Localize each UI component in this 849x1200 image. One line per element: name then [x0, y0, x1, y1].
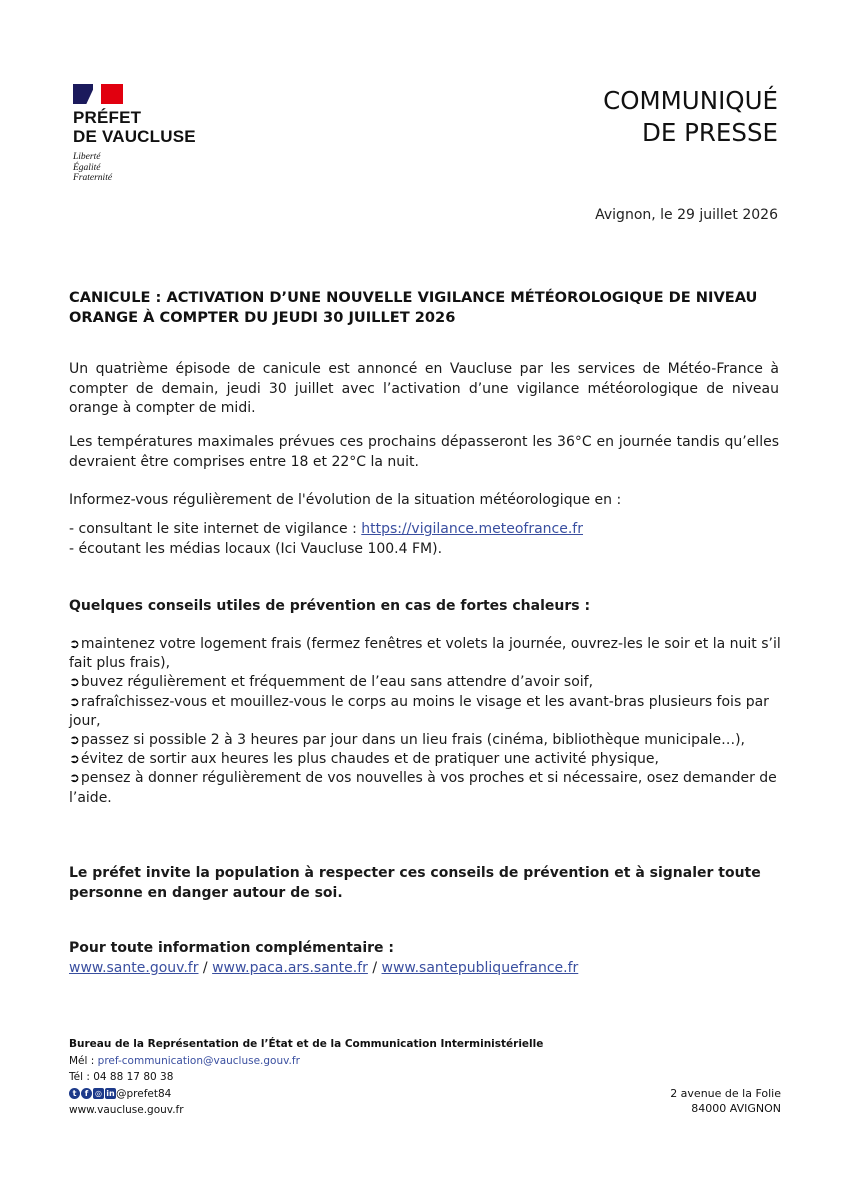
mail-line: Mél : pref-communication@vaucluse.gouv.fr [69, 1054, 300, 1067]
arrow-bullet-icon: ➲ [69, 771, 80, 787]
website-line[interactable]: www.vaucluse.gouv.fr [69, 1104, 184, 1116]
postal-address: 2 avenue de la Folie 84000 AVIGNON [670, 1087, 781, 1115]
list-item: ➲évitez de sortir aux heures les plus chaudes et de pratiquer une activité physique, [69, 751, 659, 768]
prefecture-name: PRÉFET DE VAUCLUSE [73, 108, 196, 146]
linkedin-icon[interactable]: in [106, 1089, 115, 1098]
social-line: t f ◎ in @prefet84 [69, 1086, 543, 1103]
list-item: ➲pensez à donner régulièrement de vos nouvelles à vos proches et si nécessaire, osez demander de l’aide. [69, 770, 777, 806]
temperature-paragraph: Les températures maximales prévues ces prochains dépasseront les 36°C en journée tandis qu’elles devraient être comprises entre 18 et 22°C la nuit. [69, 434, 779, 470]
mail-link[interactable]: pref-communication@vaucluse.gouv.fr [97, 1054, 300, 1067]
sante-publique-link[interactable]: www.santepubliquefrance.fr [381, 960, 579, 976]
ars-paca-link[interactable]: www.paca.ars.sante.fr [212, 960, 368, 976]
document-date: Avignon, le 29 juillet 2026 [595, 207, 778, 223]
contact-footer [69, 1036, 543, 1119]
list-item: ➲maintenez votre logement frais (fermez fenêtres et volets la journée, ouvrez-les le soir et la nuit s’il fait plus frais), [69, 636, 781, 672]
list-item: ➲rafraîchissez-vous et mouillez-vous le corps au moins le visage et les avant-bras plusieurs fois par jour, [69, 693, 769, 729]
press-release-headline: CANICULE : ACTIVATION D’UNE NOUVELLE VIGILANCE MÉTÉOROLOGIQUE DE NIVEAU ORANGE À COMPTER DU JEUDI 30 JUILLET 2026 [69, 289, 758, 326]
bureau-name: Bureau de la Représentation de l’État et de la Communication Interministérielle [69, 1038, 544, 1050]
arrow-bullet-icon: ➲ [69, 752, 80, 768]
info-section-title: Pour toute information complémentaire : [69, 940, 395, 956]
information-sources [69, 520, 779, 559]
document-type-title: COMMUNIQUÉ DE PRESSE [603, 86, 778, 147]
phone-line: Tél : 04 88 17 80 38 [69, 1071, 174, 1083]
prefect-invitation: Le préfet invite la population à respecter ces conseils de prévention et à signaler toute personne en danger autour de soi. [69, 865, 761, 901]
instagram-icon[interactable]: ◎ [93, 1088, 104, 1099]
arrow-bullet-icon: ➲ [69, 694, 80, 710]
intro-paragraph: Un quatrième épisode de canicule est annoncé en Vaucluse par les services de Météo-France à compter de demain, jeudi 30 juillet avec l’activation d’une vigilance météorologique de niveau orange à compter de midi. [69, 361, 779, 416]
advice-list [69, 635, 781, 808]
info-links [69, 960, 578, 976]
link-separator: / [198, 960, 213, 976]
vigilance-link[interactable]: https://vigilance.meteofrance.fr [361, 521, 583, 537]
republic-motto: Liberté Égalité Fraternité [73, 152, 113, 183]
vigilance-source-item: - consultant le site internet de vigilance : https://vigilance.meteofrance.fr [69, 521, 583, 537]
sante-gouv-link[interactable]: www.sante.gouv.fr [69, 960, 199, 976]
link-separator: / [367, 960, 382, 976]
radio-source-item: - écoutant les médias locaux (Ici Vaucluse 100.4 FM). [69, 540, 443, 557]
facebook-icon[interactable]: f [81, 1088, 92, 1099]
prefecture-logo [73, 84, 223, 184]
information-paragraph: Informez-vous régulièrement de l'évolution de la situation météorologique en : [69, 492, 622, 508]
list-item: ➲passez si possible 2 à 3 heures par jour dans un lieu frais (cinéma, bibliothèque municipale…), [69, 732, 745, 749]
twitter-icon[interactable]: t [69, 1088, 80, 1099]
marianne-flag-icon [73, 84, 123, 104]
arrow-bullet-icon: ➲ [69, 637, 80, 652]
advice-section-title: Quelques conseils utiles de prévention en cas de fortes chaleurs : [69, 598, 591, 614]
list-item: ➲buvez régulièrement et fréquemment de l’eau sans attendre d’avoir soif, [69, 674, 594, 691]
social-icons [69, 1088, 116, 1099]
arrow-bullet-icon: ➲ [69, 675, 80, 691]
arrow-bullet-icon: ➲ [69, 733, 80, 749]
